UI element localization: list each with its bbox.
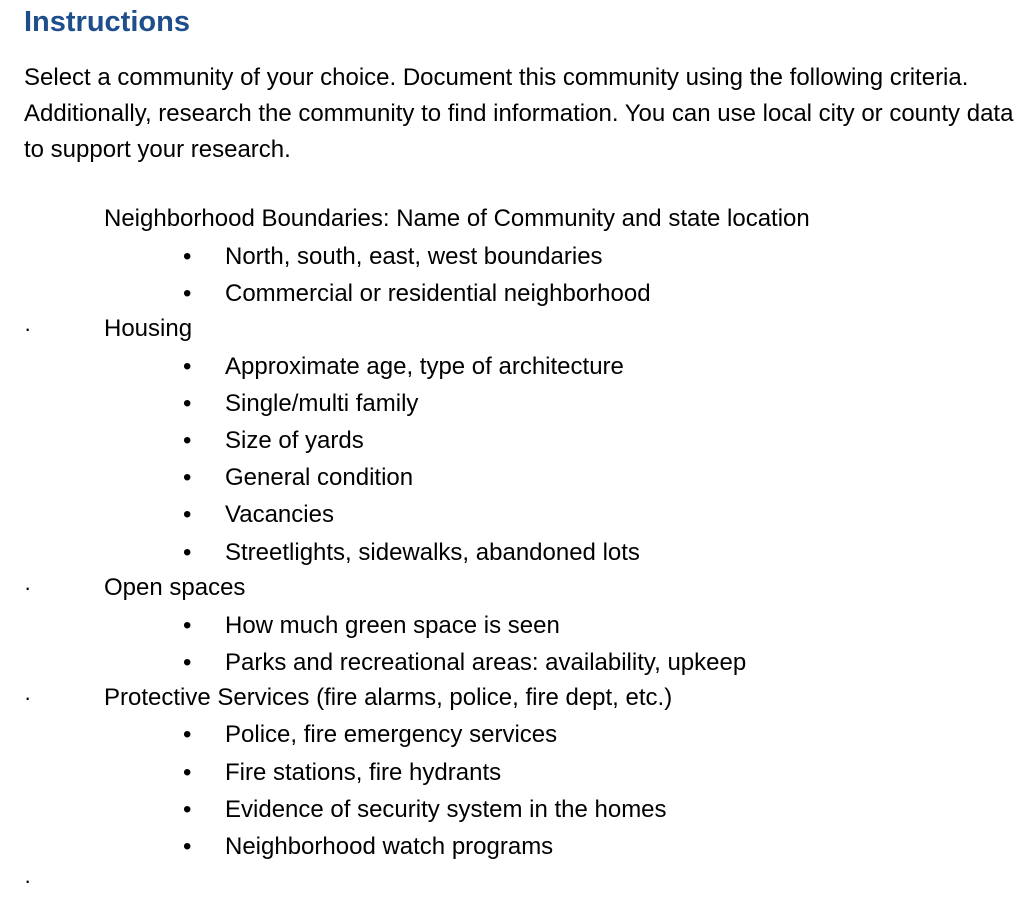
section-title-open-spaces: Open spaces: [104, 574, 246, 601]
section-title-housing: Housing: [104, 315, 193, 342]
list-item: Fire stations, fire hydrants: [225, 759, 502, 786]
bullet-icon: •: [183, 833, 192, 860]
list-item: Police, fire emergency services: [225, 721, 558, 748]
list-item: Size of yards: [225, 427, 364, 454]
bullet-icon: •: [183, 243, 192, 270]
bullet-icon: •: [183, 390, 192, 417]
list-item: Vacancies: [225, 501, 334, 528]
bullet-icon: •: [183, 759, 192, 786]
list-item: Neighborhood watch programs: [225, 833, 554, 860]
section-title-protective-services: Protective Services (fire alarms, police, fire dept, etc.): [104, 684, 673, 711]
bullet-icon: •: [183, 796, 192, 823]
bullet-icon: •: [183, 427, 192, 454]
bullet-icon: •: [183, 280, 192, 307]
bullet-icon: •: [183, 539, 192, 566]
list-item: Parks and recreational areas: availability, upkeep: [225, 649, 747, 676]
bullet-icon: •: [183, 649, 192, 676]
list-item: Approximate age, type of architecture: [225, 353, 624, 380]
section-marker: ·: [24, 868, 32, 893]
bullet-icon: •: [183, 353, 192, 380]
bullet-icon: •: [183, 612, 192, 639]
intro-paragraph: Select a community of your choice. Document this community using the following criteria. Additionally, research the community to find information. You can use local city or county data to support your research.: [24, 64, 1014, 163]
list-item: North, south, east, west boundaries: [225, 243, 603, 270]
list-item: Streetlights, sidewalks, abandoned lots: [225, 539, 640, 566]
list-item: Evidence of security system in the homes: [225, 796, 667, 823]
list-item: General condition: [225, 464, 414, 491]
page-title: Instructions: [24, 6, 190, 38]
section-marker: ·: [24, 685, 32, 710]
bullet-icon: •: [183, 501, 192, 528]
section-title-neighborhood-boundaries: Neighborhood Boundaries: Name of Community and state location: [104, 205, 810, 232]
bullet-icon: •: [183, 464, 192, 491]
bullet-icon: •: [183, 721, 192, 748]
list-item: Single/multi family: [225, 390, 419, 417]
section-marker: ·: [24, 316, 32, 341]
list-item: How much green space is seen: [225, 612, 560, 639]
section-marker: ·: [24, 575, 32, 600]
list-item: Commercial or residential neighborhood: [225, 280, 651, 307]
